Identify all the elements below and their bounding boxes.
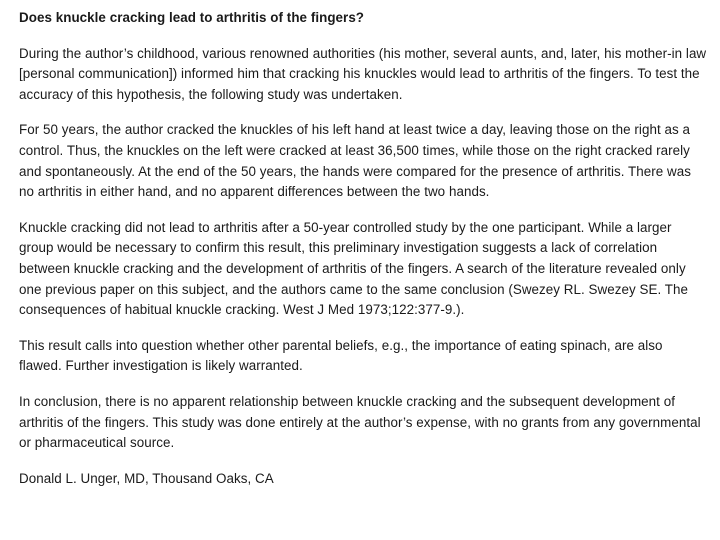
paragraph-discussion: Knuckle cracking did not lead to arthritis after a 50-year controlled study by the one participant. While a larger group would be necessary to confirm this result, this preliminary investigation suggests a lack of correlation between knuckle cracking and the development of arthritis of the fingers. A search of the literature revealed only one previous paper on this subject, and the authors came to the same conclusion (Swezey RL. Swezey SE. The consequences of habitual knuckle cracking. West J Med 1973;122:377-9.). [19,219,688,318]
author-signature: Donald L. Unger, MD, Thousand Oaks, CA [19,470,274,486]
paragraph-conclusion: In conclusion, there is no apparent relationship between knuckle cracking and the subsequent development of arthritis of the fingers. This study was done entirely at the author’s expense, with no grants from any governmental or pharmaceutical source. [19,393,701,451]
paragraph-childhood: During the author’s childhood, various renowned authorities (his mother, several aunts, and, later, his mother-in law [personal communication]) informed him that cracking his knuckles would lead to arthritis of the fingers. To test the accuracy of this hypothesis, the following study was undertaken. [19,45,707,102]
paragraph-method: For 50 years, the author cracked the knuckles of his left hand at least twice a day, leaving those on the right as a control. Thus, the knuckles on the left were cracked at least 36,500 times, while those on the right cracked rarely and spontaneously. At the end of the 50 years, the hands were compared for the presence of arthritis. There was no arthritis in either hand, and no apparent differences between the two hands. [19,122,692,200]
paragraph-implications: This result calls into question whether other parental beliefs, e.g., the importance of eating spinach, are also flawed. Further investigation is likely warranted. [19,337,663,374]
document-title: Does knuckle cracking lead to arthritis of the fingers? [19,10,365,25]
document-page [19,8,709,489]
